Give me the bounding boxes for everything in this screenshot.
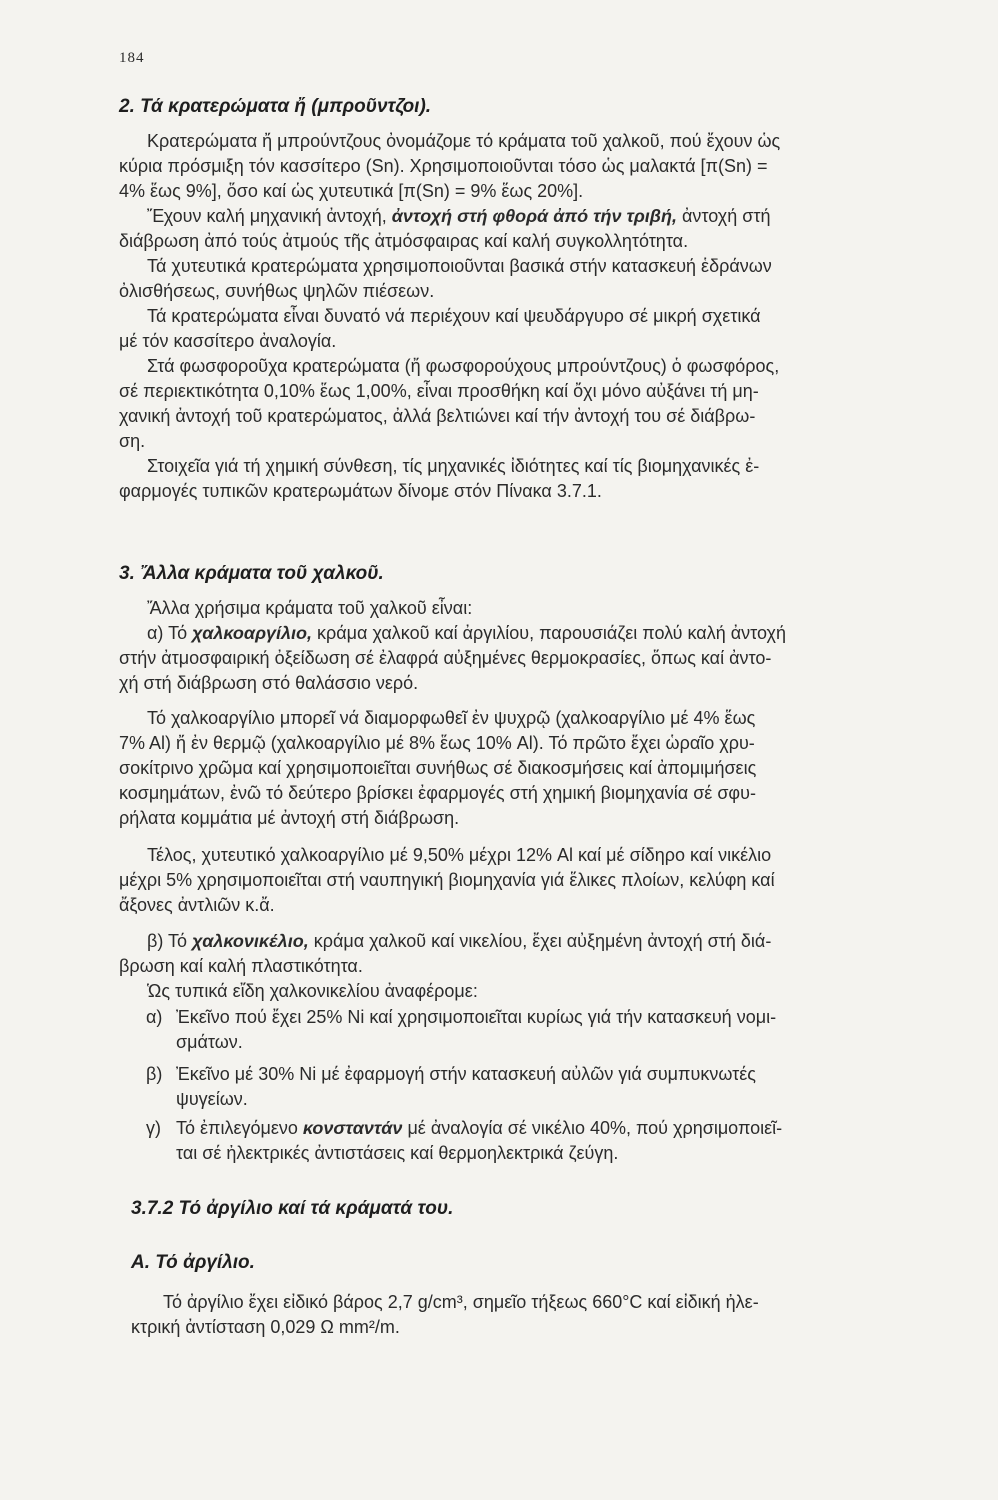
paragraph-zinc-content [119,304,761,354]
subsection-a-heading: Α. Τό ἀργίλιο. [131,1252,255,1273]
paragraph-aluminium-properties [131,1290,759,1340]
text-line: 7% Al) ἤ ἐν θερμῷ (χαλκοαργίλιο μέ 8% ἕως 10% Al). Τό πρῶτο ἔχει ὡραῖο χρυ- [119,733,755,753]
text-line: Ἐκεῖνο μέ 30% Ni μέ ἐφαρμογή στήν κατασκευή αὐλῶν γιά συμπυκνωτές [176,1064,756,1084]
text-line: Τέλος, χυτευτικό χαλκοαργίλιο μέ 9,50% μέχρι 12% Al καί μέ σίδηρο καί νικέλιο [147,845,772,865]
text-line: Στοιχεῖα γιά τή χημική σύνθεση, τίς μηχανικές ἰδιότητες καί τίς βιομηχανικές ἐ- [147,456,760,476]
text-line: Ὡς τυπικά εἴδη χαλκονικελίου ἀναφέρομε: [147,981,478,1001]
text-line [176,1118,782,1143]
paragraph-bronze-definition [119,129,780,204]
text-line: Ἄλλα χρήσιμα κράματα τοῦ χαλκοῦ εἶναι: [147,598,473,618]
text-line: κύρια πρόσμιξη τόν κασσίτερο (Sn). Χρησιμοποιοῦνται τόσο ὡς μαλακτά [π(Sn) = [119,156,768,176]
text-line: ται σέ ἠλεκτρικές ἀντιστάσεις καί θερμοηλεκτρικά ζεύγη. [176,1143,619,1163]
text-line [119,621,786,646]
paragraph-phosphor-bronze [119,354,779,454]
text-line: χή στή διάβρωση στό θαλάσσιο νερό. [119,673,419,693]
list-label: γ) [146,1118,161,1138]
text-line: Κρατερώματα ἤ μπρούντζους ὀνομάζομε τό κράματα τοῦ χαλκοῦ, πού ἔχουν ὡς [147,131,781,151]
text-line: μέχρι 5% χρησιμοποιεῖται στή ναυπηγική βιομηχανία γιά ἕλικες πλοίων, κελύφη καί [119,870,775,890]
emphasis-text: ἀντοχή στή φθορά ἀπό τήν τριβή, [391,206,677,226]
paragraph-other-alloys [119,596,786,696]
text-line: Στά φωσφοροῦχα κρατερώματα (ἤ φωσφορούχους μπρούντζους) ὁ φωσφόρος, [147,356,780,376]
text-segment: κράμα χαλκοῦ καί νικελίου, ἔχει αὐξημένη ἀντοχή στή διά- [308,931,772,951]
text-line: σοκίτρινο χρῶμα καί χρησιμοποιεῖται συνήθως σέ διακοσμήσεις καί ἀπομιμήσεις [119,758,757,778]
text-segment: μέ ἀναλογία σέ νικέλιο 40%, πού χρησιμοποιεῖ- [402,1118,783,1138]
text-line: ὀλισθήσεως, συνήθως ψηλῶν πιέσεων. [119,281,435,301]
paragraph-cast-aluminium-bronze [119,843,775,918]
text-line: κοσμημάτων, ἐνῶ τό δεύτερο βρίσκει ἐφαρμογές στή χημική βιομηχανία σέ σφυ- [119,783,756,803]
text-line: βρωση καί καλή πλαστικότητα. [119,956,363,976]
text-segment: ἀντοχή στή [676,206,771,226]
text-line: χανική ἀντοχή τοῦ κρατερώματος, ἀλλά βελτιώνει καί τήν ἀντοχή του σέ διάβρω- [119,406,756,426]
section-3-heading: 3. Ἄλλα κράματα τοῦ χαλκοῦ. [119,563,384,584]
text-line: ἄξονες ἀντλιῶν κ.ἄ. [119,895,275,915]
text-line: ρήλατα κομμάτια μέ ἀντοχή στή διάβρωση. [119,808,460,828]
text-segment: Ἔχουν καλή μηχανική ἀντοχή, [147,206,392,226]
paragraph-bronze-properties [119,204,770,254]
list-item-body [176,1064,756,1114]
paragraph-table-reference [119,454,759,504]
paragraph-cast-bronzes [119,254,772,304]
list-label: β) Τό [147,931,193,951]
text-segment: Τό ἐπιλεγόμενο [176,1118,303,1138]
text-line: 4% ἕως 9%], ὅσο καί ὡς χυτευτικά [π(Sn) = 9% ἕως 20%]. [119,181,584,201]
emphasis-text: χαλκονικέλιο, [192,931,309,951]
text-line: διάβρωση ἀπό τούς ἀτμούς τῆς ἀτμόσφαιρας καί καλή συγκολλητότητα. [119,231,689,251]
section-372-heading: 3.7.2 Τό ἀργίλιο καί τά κράματά του. [131,1198,454,1219]
text-line: ψυγείων. [176,1089,248,1109]
text-line: φαρμογές τυπικῶν κρατερωμάτων δίνομε στόν Πίνακα 3.7.1. [119,481,602,501]
emphasis-text: κονσταντάν [302,1118,403,1138]
list-label: β) [146,1064,163,1084]
paragraph-aluminium-bronze-forming [119,706,756,831]
text-line [119,204,770,229]
text-line: σέ περιεκτικότητα 0,10% ἕως 1,00%, εἶναι προσθήκη καί ὄχι μόνο αὐξάνει τή μη- [119,381,759,401]
text-line [119,929,771,954]
text-line: μέ τόν κασσίτερο ἀναλογία. [119,331,337,351]
text-line: σμάτων. [176,1032,243,1052]
list-item-body [176,1118,782,1168]
list-label: α) [146,1007,163,1027]
list-label: α) Τό [147,623,193,643]
emphasis-text: χαλκοαργίλιο, [192,623,313,643]
page-number: 184 [119,50,145,66]
text-line: κτρική ἀντίσταση 0,029 Ω mm²/m. [131,1317,400,1337]
text-line: Τά κρατερώματα εἶναι δυνατό νά περιέχουν καί ψευδάργυρο σέ μικρή σχετικά [147,306,761,326]
section-2-heading: 2. Τά κρατερώματα ἤ (μπροῦντζοι). [119,96,432,117]
text-line: Τό χαλκοαργίλιο μπορεῖ νά διαμορφωθεῖ ἐν ψυχρῷ (χαλκοαργίλιο μέ 4% ἕως [147,708,756,728]
list-item-body [176,1007,776,1057]
text-line: Ἐκεῖνο πού ἔχει 25% Ni καί χρησιμοποιεῖται κυρίως γιά τήν κατασκευή νομι- [176,1007,777,1027]
text-line: Τό ἀργίλιο ἔχει εἰδικό βάρος 2,7 g/cm³, σημεῖο τήξεως 660°C καί εἰδική ἠλε- [163,1292,759,1312]
text-line: Τά χυτευτικά κρατερώματα χρησιμοποιοῦνται βασικά στήν κατασκευή ἑδράνων [147,256,772,276]
paragraph-copper-nickel [119,929,771,1004]
text-segment: κράμα χαλκοῦ καί ἀργιλίου, παρουσιάζει πολύ καλή ἀντοχή [312,623,786,643]
text-line: ση. [119,431,146,451]
text-line: στήν ἀτμοσφαιρική ὀξείδωση σέ ἐλαφρά αὐξημένες θερμοκρασίες, ὅπως καί ἀντο- [119,648,772,668]
